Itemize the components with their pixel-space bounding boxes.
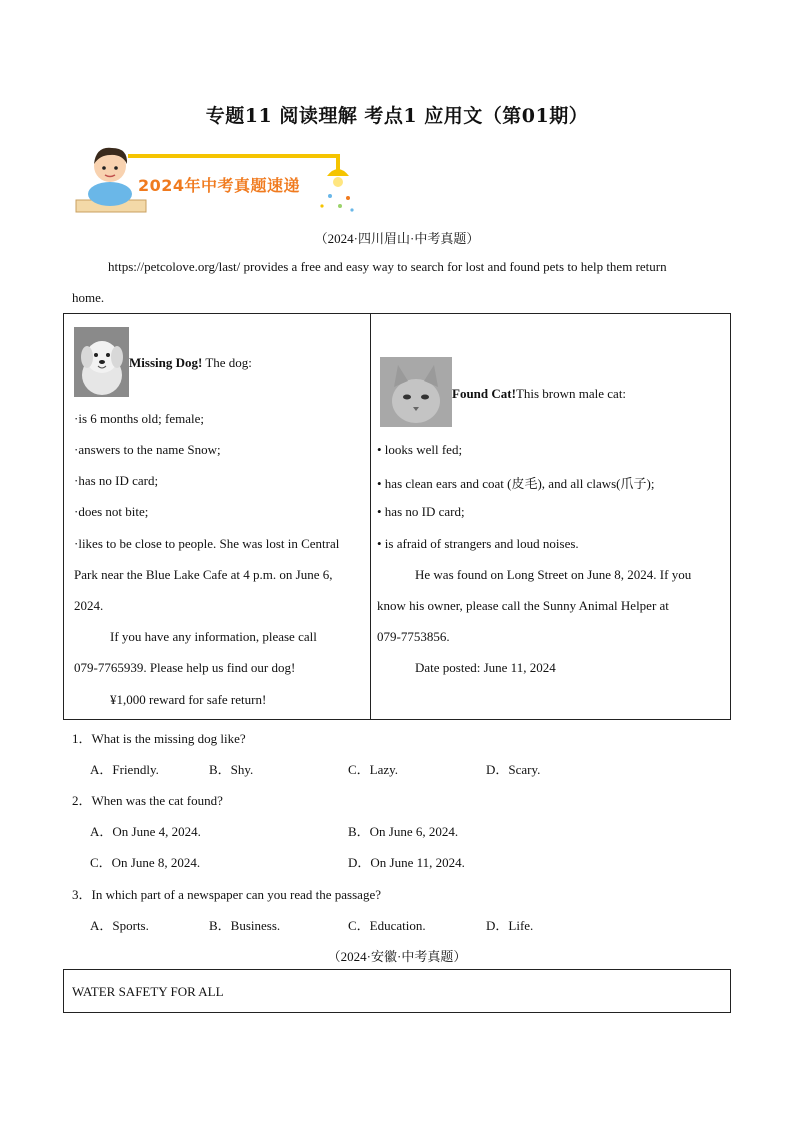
- dog-item: ·is 6 months old; female;: [74, 411, 204, 426]
- option[interactable]: B．Business.: [209, 918, 281, 933]
- table-divider: [370, 314, 371, 719]
- notice-table: [63, 313, 731, 720]
- option[interactable]: A．Sports.: [90, 918, 149, 933]
- intro-line-2: home.: [72, 290, 105, 305]
- dog-info-line: If you have any information, please call: [110, 629, 317, 644]
- cat-item: • is afraid of strangers and loud noises.: [377, 536, 579, 551]
- cat-item: • looks well fed;: [377, 442, 463, 457]
- option[interactable]: C．Lazy.: [348, 762, 399, 777]
- dog-item: ·has no ID card;: [74, 473, 159, 488]
- cat-heading: [452, 386, 626, 402]
- option[interactable]: B．Shy.: [209, 762, 254, 777]
- dog-heading: [129, 355, 252, 371]
- option[interactable]: C．On June 8, 2024.: [90, 855, 201, 870]
- dog-lost-line: Park near the Blue Lake Cafe at 4 p.m. on June 6,: [74, 567, 333, 582]
- option[interactable]: C．Education.: [348, 918, 426, 933]
- cat-item: • has no ID card;: [377, 504, 465, 519]
- source-label: （2024·四川眉山·中考真题）: [314, 231, 480, 246]
- question-3: 3．In which part of a newspaper can you read the passage?: [72, 887, 381, 902]
- cat-heading-title: Found Cat!: [452, 386, 516, 401]
- banner-label: 2024年中考真题速递: [138, 176, 301, 195]
- banner-line-drop: [336, 154, 340, 176]
- option[interactable]: A．Friendly.: [90, 762, 159, 777]
- option[interactable]: B．On June 6, 2024.: [348, 824, 459, 839]
- question-1: 1．What is the missing dog like?: [72, 731, 246, 746]
- dog-info-line: 079-7765939. Please help us find our dog!: [74, 660, 296, 675]
- intro-line-1: https://petcolove.org/last/ provides a free and easy way to search for lost and found pets to help them return: [108, 259, 667, 274]
- dog-heading-title: Missing Dog!: [129, 355, 203, 370]
- passage-heading: WATER SAFETY FOR ALL: [72, 984, 224, 999]
- passage-box-2: [63, 969, 731, 1013]
- cat-found-line: know his owner, please call the Sunny Animal Helper at: [377, 598, 669, 613]
- dog-photo: [74, 327, 129, 397]
- cat-found-line: 079-7753856.: [377, 629, 450, 644]
- banner-line: [128, 154, 338, 158]
- dog-item: ·answers to the name Snow;: [74, 442, 221, 457]
- option[interactable]: D．On June 11, 2024.: [348, 855, 465, 870]
- cat-item: • has clean ears and coat (皮毛), and all claws(爪子);: [377, 476, 655, 491]
- dog-lost-line: ·likes to be close to people. She was lost in Central: [74, 536, 340, 551]
- question-2: 2．When was the cat found?: [72, 793, 223, 808]
- dog-item: ·does not bite;: [74, 504, 149, 519]
- dog-reward: ¥1,000 reward for safe return!: [110, 692, 267, 707]
- source-label-2: （2024·安徽·中考真题）: [327, 949, 467, 964]
- option[interactable]: D．Scary.: [486, 762, 541, 777]
- cat-heading-rest: This brown male cat:: [515, 386, 627, 401]
- dog-heading-rest: The dog:: [202, 355, 252, 370]
- dog-lost-line: 2024.: [74, 598, 104, 613]
- cat-date-posted: Date posted: June 11, 2024: [415, 660, 556, 675]
- page-title: 专题11 阅读理解 考点1 应用文（第01期）: [205, 105, 589, 127]
- cat-photo: [380, 357, 452, 427]
- option[interactable]: A．On June 4, 2024.: [90, 824, 201, 839]
- option[interactable]: D．Life.: [486, 918, 534, 933]
- cat-found-line: He was found on Long Street on June 8, 2024. If you: [415, 567, 692, 582]
